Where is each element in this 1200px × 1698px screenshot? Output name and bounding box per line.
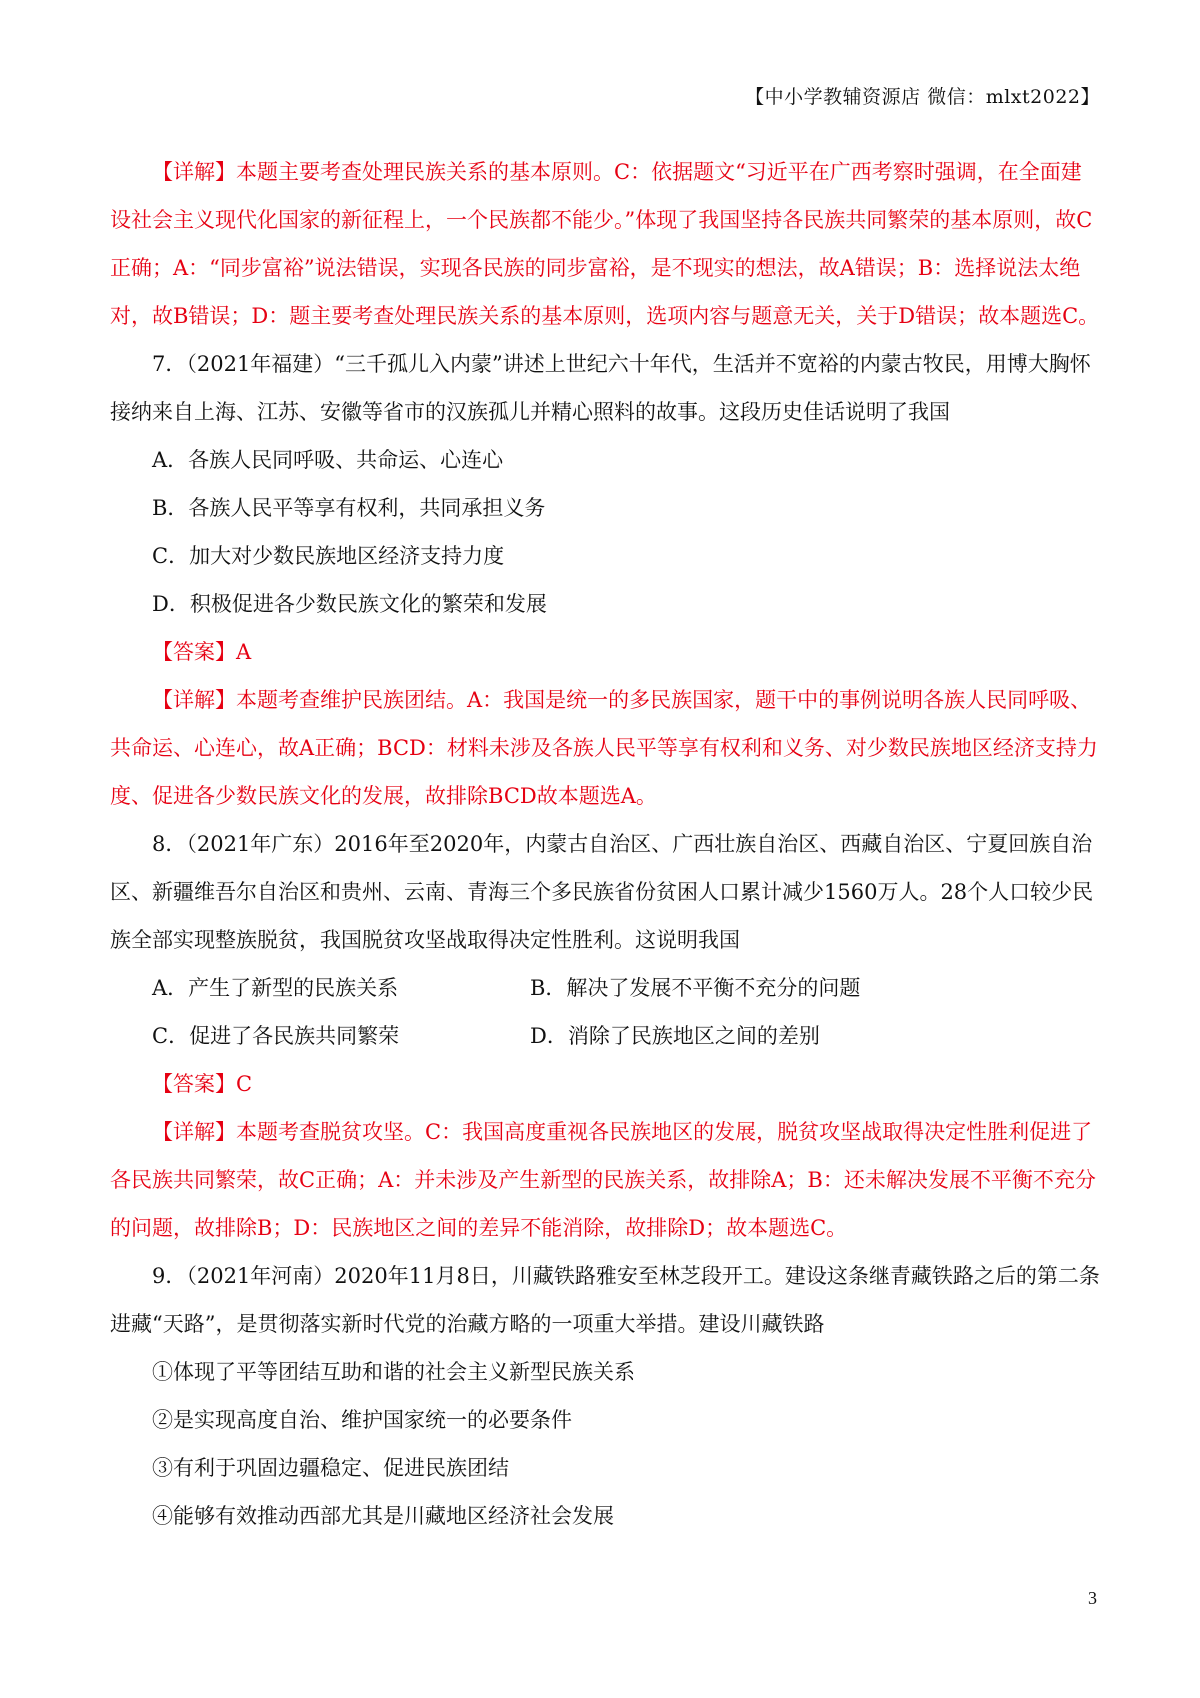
q8-options-row-1: [110, 964, 1100, 1012]
q7-option-c: C．加大对少数民族地区经济支持力度: [152, 544, 505, 568]
q9-item-4: ④能够有效推动西部尤其是川藏地区经济社会发展: [152, 1504, 614, 1528]
q8-options-row-2: [110, 1012, 1100, 1060]
q9-item-2: ②是实现高度自治、维护国家统一的必要条件: [152, 1408, 572, 1432]
q7-option-d: D．积极促进各少数民族文化的繁荣和发展: [152, 592, 547, 616]
q8-option-b: B．解决了发展不平衡不充分的问题: [530, 976, 861, 1000]
q8-answer: 【答案】C: [152, 1072, 253, 1096]
q7-explanation: 【详解】本题考查维护民族团结。A：我国是统一的多民族国家，题干中的事例说明各族人民同呼吸、共命运、心连心，故A正确；BCD：材料未涉及各族人民平等享有权利和义务、对少数民族地区经济支持力度、促进各少数民族文化的发展，故排除BCD故本题选A。: [110, 688, 1098, 808]
page-header: 【中小学教辅资源店 微信：mlxt2022】: [745, 86, 1100, 108]
page-number: 3: [1088, 1588, 1097, 1608]
q7-option-a: A．各族人民同呼吸、共命运、心连心: [152, 448, 504, 472]
q8-option-c: C．促进了各民族共同繁荣: [152, 1024, 400, 1048]
q9-item-3: ③有利于巩固边疆稳定、促进民族团结: [152, 1456, 509, 1480]
q9-item-1: ①体现了平等团结互助和谐的社会主义新型民族关系: [152, 1360, 635, 1384]
q7-answer: 【答案】A: [152, 640, 252, 664]
q9-stem: 9．（2021年河南）2020年11月8日，川藏铁路雅安至林芝段开工。建设这条继青藏铁路之后的第二条进藏“天路”，是贯彻落实新时代党的治藏方略的一项重大举措。建设川藏铁路: [110, 1264, 1100, 1336]
q7-option-b: B．各族人民平等享有权利，共同承担义务: [152, 496, 546, 520]
q8-stem: 8．（2021年广东）2016年至2020年，内蒙古自治区、广西壮族自治区、西藏自治区、宁夏回族自治区、新疆维吾尔自治区和贵州、云南、青海三个多民族省份贫困人口累计减少1560万人。28个人口较少民族全部实现整族脱贫，我国脱贫攻坚战取得决定性胜利。这说明我国: [110, 832, 1094, 952]
q6-explanation: 【详解】本题主要考查处理民族关系的基本原则。C：依据题文“习近平在广西考察时强调，在全面建设社会主义现代化国家的新征程上，一个民族都不能少。”体现了我国坚持各民族共同繁荣的基本原则，故C正确；A：“同步富裕”说法错误，实现各民族的同步富裕，是不现实的想法，故A错误；B：选择说法太绝对，故B错误；D：题主要考查处理民族关系的基本原则，选项内容与题意无关，关于D错误；故本题选C。: [110, 160, 1100, 328]
q7-stem: 7．（2021年福建）“三千孤儿入内蒙”讲述上世纪六十年代，生活并不宽裕的内蒙古牧民，用博大胸怀接纳来自上海、江苏、安徽等省市的汉族孤儿并精心照料的故事。这段历史佳话说明了我国: [110, 352, 1091, 424]
page-content: [110, 148, 1100, 1540]
q8-option-a: A．产生了新型的民族关系: [152, 976, 399, 1000]
q8-explanation: 【详解】本题考查脱贫攻坚。C：我国高度重视各民族地区的发展，脱贫攻坚战取得决定性胜利促进了各民族共同繁荣，故C正确；A：并未涉及产生新型的民族关系，故排除A；B：还未解决发展不平衡不充分的问题，故排除B；D：民族地区之间的差异不能消除，故排除D；故本题选C。: [110, 1120, 1096, 1240]
q8-option-d: D．消除了民族地区之间的差别: [530, 1024, 820, 1048]
